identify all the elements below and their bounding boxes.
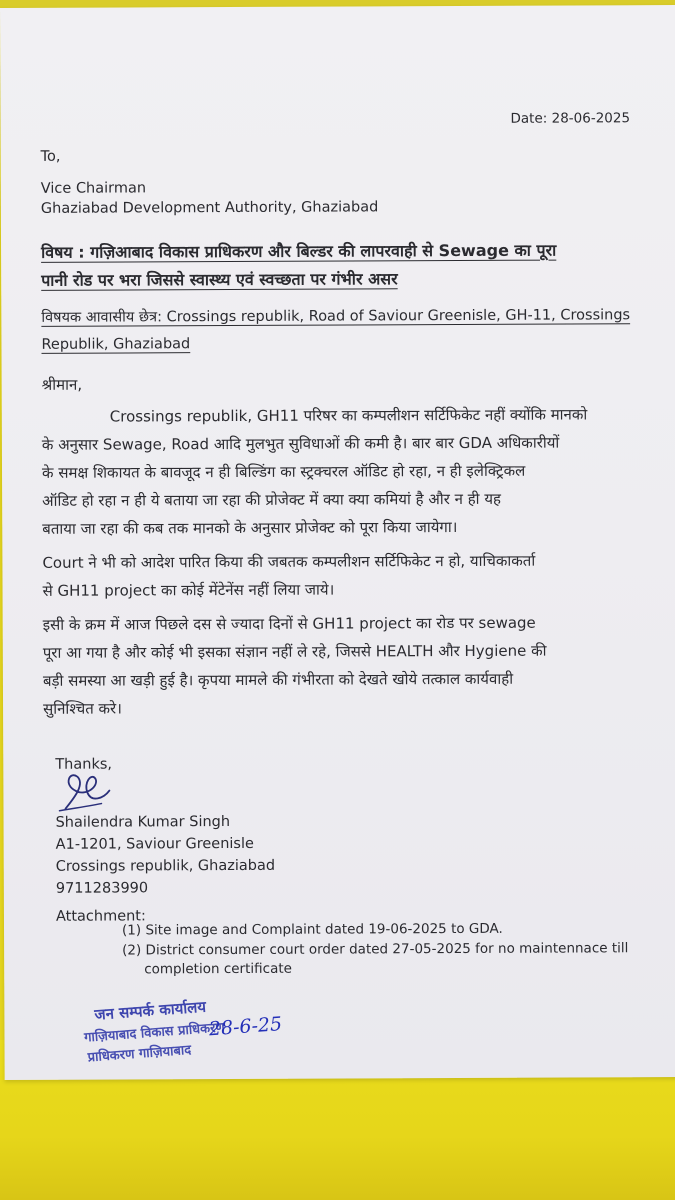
attachment-item-1: (1) Site image and Complaint dated 19-06-2025 to GDA.	[121, 920, 503, 939]
paragraph-line: ऑडिट हो रहा न ही ये बताया जा रहा की प्रोजेक्ट में क्या क्या कमियां है और न ही यह	[42, 489, 502, 510]
paragraph-line: इसी के क्रम में आज पिछले दस से ज्यादा दिनों से GH11 project का रोड पर sewage	[42, 613, 536, 634]
sender-address-2: Crossings republik, Ghaziabad	[55, 857, 276, 875]
sender-phone: 9711283990	[55, 880, 149, 897]
sender-name: Shailendra Kumar Singh	[55, 814, 231, 831]
signature-mark	[55, 771, 115, 817]
salutation: श्रीमान,	[41, 375, 83, 394]
paragraph-line: Court ने भी को आदेश पारित किया की जबतक कम्पलीशन सर्टिफिकेट न हो, याचिकाकर्ता	[42, 551, 536, 572]
paragraph-line: बताया जा रहा की कब तक मानको के अनुसार प्रोजेक्ट को पूरा किया जायेगा।	[42, 518, 458, 538]
paragraph-line: के अनुसार Sewage, Road आदि मुलभुत सुविधाओं की कमी है। बार बार GDA अधिकारीयों	[41, 433, 560, 454]
paragraph-line: सुनिश्चित करे।	[43, 699, 122, 718]
attachment-label: Attachment:	[55, 908, 146, 925]
paragraph-line: पूरा आ गया है और कोई भी इसका संज्ञान नहीं ले रहे, जिससे HEALTH और Hygiene की	[42, 641, 547, 662]
subject-line-1: विषय : गज़िआबाद विकास प्राधिकरण और बिल्डर की लापरवाही से Sewage का पूरा	[41, 240, 557, 262]
to-line: To,	[40, 148, 61, 165]
paragraph-line: Crossings republik, GH11 परिषर का कम्पलीशन सर्टिफिकेट नहीं क्योंकि मानको	[109, 405, 588, 426]
paragraph-line: से GH11 project का कोई मेंटेनेंस नहीं लिया जाये।	[42, 580, 335, 600]
closing: Thanks,	[55, 756, 113, 773]
paragraph-line: बड़ी समस्या आ खड़ी हुई है। कृपया मामले की गंभीरता को देखते खोये तत्काल कार्यवाही	[42, 669, 514, 690]
paragraph-line: के समक्ष शिकायत के बावजूद न ही बिल्डिंग का स्ट्रक्चरल ऑडिट हो रहा, न ही इलेक्ट्रिकल	[41, 461, 526, 482]
subject-line-2: पानी रोड पर भरा जिससे स्वास्थ्य एवं स्वच्छता पर गंभीर असर	[41, 269, 398, 290]
attachment-item-2-continuation: completion certificate	[144, 960, 292, 978]
sender-address-1: A1-1201, Saviour Greenisle	[55, 835, 254, 853]
attachment-item-2: (2) District consumer court order dated 27-05-2025 for no maintennace till	[122, 940, 629, 959]
area-line-2: Republik, Ghaziabad	[41, 336, 191, 353]
handwritten-receipt-date: 28-6-25	[208, 1013, 283, 1041]
recipient-organization: Ghaziabad Development Authority, Ghaziabad	[40, 199, 379, 217]
recipient-title: Vice Chairman	[40, 180, 147, 197]
receipt-stamp	[82, 989, 317, 1086]
letter-date: Date: 28-06-2025	[510, 110, 631, 127]
area-line-1: विषयक आवासीय छेत्र: Crossings republik, Road of Saviour Greenisle, GH-11, Crossings	[41, 307, 631, 326]
stamp-line-2: गाज़ियाबाद विकास प्राधिकरण	[83, 1020, 226, 1046]
stamp-line-3: प्राधिकरण गाज़ियाबाद	[87, 1042, 192, 1066]
letter-page	[0, 5, 675, 1080]
stamp-line-1: जन सम्पर्क कार्यालय	[93, 997, 207, 1024]
